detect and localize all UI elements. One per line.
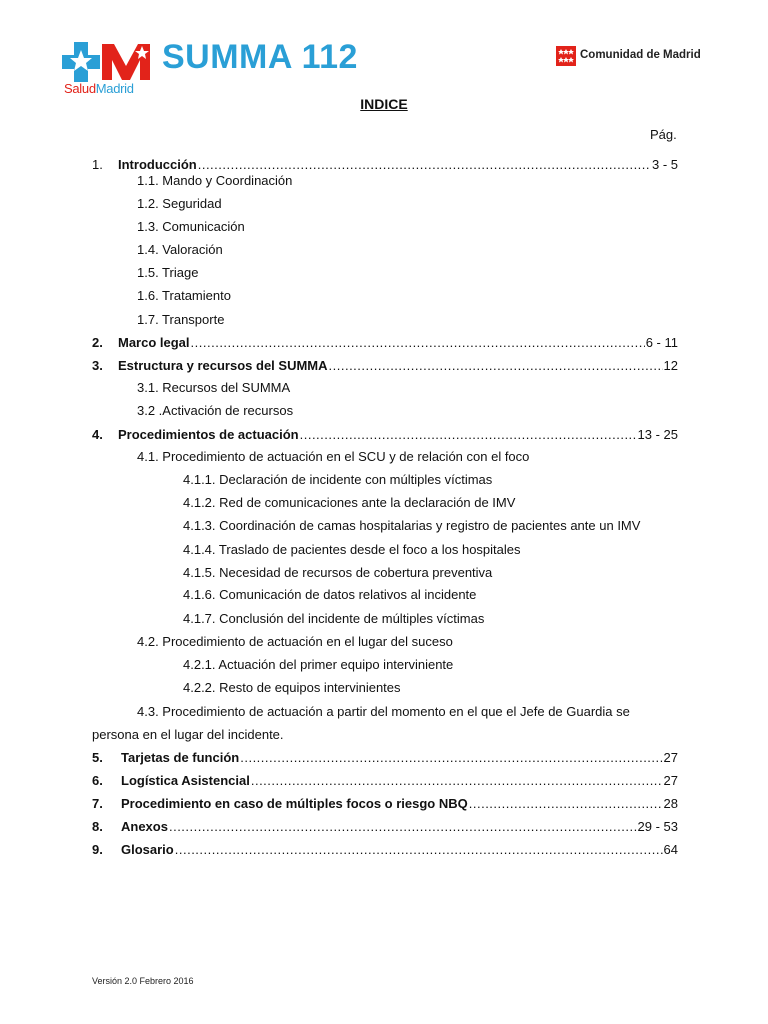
comunidad-madrid-flag-icon: [556, 46, 576, 66]
toc-number: 6.: [92, 773, 103, 788]
comunidad-madrid-text: Comunidad de Madrid: [580, 49, 701, 61]
salud-madrid-logo-icon: [62, 40, 158, 86]
toc-sub-1-4: 1.4. Valoración: [137, 242, 223, 257]
toc-sub-4-1-3: 4.1.3. Coordinación de camas hospitalarias y registro de pacientes ante un IMV: [183, 518, 641, 533]
toc-page: 12: [663, 358, 678, 373]
toc-sub-3-2: 3.2 .Activación de recursos: [137, 403, 294, 418]
toc-leader: [169, 819, 637, 834]
toc-number: 9.: [92, 842, 103, 857]
toc-title: Marco legal: [118, 335, 190, 350]
toc-sub-3-1: 3.1. Recursos del SUMMA: [137, 380, 291, 395]
toc-sub-1-2: 1.2. Seguridad: [137, 196, 222, 211]
toc-title: Anexos: [121, 819, 168, 834]
toc-number: 1.: [92, 157, 103, 172]
toc-leader: [240, 750, 662, 765]
toc-sub-4-1-4: 4.1.4. Traslado de pacientes desde el foco a los hospitales: [183, 542, 521, 557]
toc-number: 4.: [92, 427, 103, 442]
toc-sub-4-2: 4.2. Procedimiento de actuación en el lugar del suceso: [137, 634, 453, 649]
toc-title: Procedimientos de actuación: [118, 427, 299, 442]
toc-sub-4-2-1: 4.2.1. Actuación del primer equipo interviniente: [183, 657, 454, 672]
toc-page: 27: [663, 750, 678, 765]
toc-number: 7.: [92, 796, 103, 811]
toc-page: 3 - 5: [651, 157, 678, 172]
toc-sub-1-3: 1.3. Comunicación: [137, 219, 245, 234]
brand-title: SUMMA 112: [162, 38, 358, 76]
toc-title: Tarjetas de función: [121, 750, 240, 765]
toc-leader: [251, 773, 663, 788]
toc-sub-4-3-line1: 4.3. Procedimiento de actuación a partir del momento en el que el Jefe de Guardia se: [137, 704, 630, 719]
toc-sub-4-1-2: 4.1.2. Red de comunicaciones ante la declaración de IMV: [183, 495, 516, 510]
salud-madrid-text: SaludMadrid: [64, 81, 134, 96]
page-title: INDICE: [360, 96, 408, 112]
toc-page: 27: [663, 773, 678, 788]
toc-number: 5.: [92, 750, 103, 765]
toc-sub-4-1-1: 4.1.1. Declaración de incidente con múltiples víctimas: [183, 472, 493, 487]
toc-leader: [198, 157, 651, 172]
toc-title: Estructura y recursos del SUMMA: [118, 358, 328, 373]
toc-page: 6 - 11: [645, 335, 678, 350]
version-footer: Versión 2.0 Febrero 2016: [92, 976, 194, 986]
toc-leader: [329, 358, 663, 373]
toc-sub-1-6: 1.6. Tratamiento: [137, 288, 231, 303]
toc-sub-4-1-6: 4.1.6. Comunicación de datos relativos al incidente: [183, 587, 477, 602]
toc-sub-1-5: 1.5. Triage: [137, 265, 199, 280]
toc-page: 28: [663, 796, 678, 811]
toc-title: Procedimiento en caso de múltiples focos o riesgo NBQ: [121, 796, 468, 811]
toc-leader: [300, 427, 637, 442]
toc-sub-4-1-5: 4.1.5. Necesidad de recursos de cobertura preventiva: [183, 565, 493, 580]
toc-leader: [191, 335, 645, 350]
toc-leader: [175, 842, 663, 857]
toc-sub-4-3-line2: persona en el lugar del incidente.: [92, 727, 284, 742]
toc-number: 3.: [92, 358, 103, 373]
toc-sub-1-1: 1.1. Mando y Coordinación: [137, 173, 293, 188]
toc-sub-4-1-7: 4.1.7. Conclusión del incidente de múltiples víctimas: [183, 611, 485, 626]
toc-page: 29 - 53: [637, 819, 678, 834]
toc-page: 13 - 25: [637, 427, 678, 442]
toc-sub-4-2-2: 4.2.2. Resto de equipos intervinientes: [183, 680, 401, 695]
toc-title: Logística Asistencial: [121, 773, 250, 788]
toc-title: Introducción: [118, 157, 197, 172]
toc-number: 8.: [92, 819, 103, 834]
toc-sub-4-1: 4.1. Procedimiento de actuación en el SCU y de relación con el foco: [137, 449, 530, 464]
toc-leader: [469, 796, 663, 811]
toc-page: 64: [663, 842, 678, 857]
toc-sub-1-7: 1.7. Transporte: [137, 312, 225, 327]
page-column-label: Pág.: [650, 127, 677, 142]
toc-number: 2.: [92, 335, 103, 350]
toc-title: Glosario: [121, 842, 174, 857]
